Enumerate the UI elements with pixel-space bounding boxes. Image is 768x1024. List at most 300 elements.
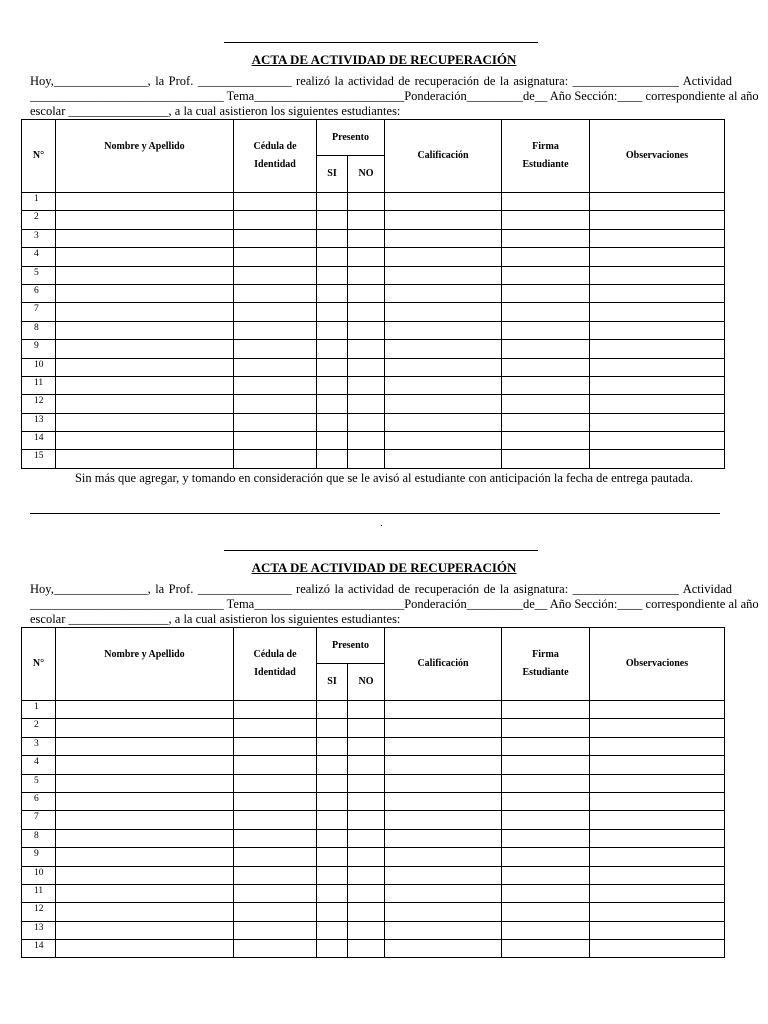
name-cell[interactable] — [56, 303, 234, 321]
firma-cell[interactable] — [502, 450, 590, 468]
si-cell[interactable] — [317, 229, 348, 247]
observaciones-cell[interactable] — [590, 940, 725, 958]
header-cedula-line2: Identidad — [254, 159, 296, 170]
calificacion-cell[interactable] — [385, 340, 502, 358]
firma-cell[interactable] — [502, 193, 590, 211]
no-cell[interactable] — [348, 376, 385, 394]
cedula-cell[interactable] — [234, 903, 317, 921]
row-number: 14 — [22, 940, 56, 958]
calificacion-cell[interactable] — [385, 701, 502, 719]
name-cell[interactable] — [56, 266, 234, 284]
observaciones-cell[interactable] — [590, 395, 725, 413]
header-cedula-line1: Cédula de — [253, 649, 297, 660]
no-cell[interactable] — [348, 756, 385, 774]
header-firma-line1: Firma — [532, 649, 559, 660]
row-number: 4 — [22, 756, 56, 774]
cedula-cell[interactable] — [234, 866, 317, 884]
row-number: 3 — [22, 737, 56, 755]
firma-cell[interactable] — [502, 211, 590, 229]
cedula-cell[interactable] — [234, 193, 317, 211]
cedula-cell[interactable] — [234, 266, 317, 284]
table-row — [22, 848, 725, 866]
table-row — [22, 884, 725, 902]
header-cedula — [234, 628, 317, 701]
calificacion-cell[interactable] — [385, 811, 502, 829]
name-cell[interactable] — [56, 940, 234, 958]
calificacion-cell[interactable] — [385, 884, 502, 902]
no-cell[interactable] — [348, 229, 385, 247]
firma-cell[interactable] — [502, 229, 590, 247]
calificacion-cell[interactable] — [385, 413, 502, 431]
cedula-cell[interactable] — [234, 303, 317, 321]
no-cell[interactable] — [348, 792, 385, 810]
firma-cell[interactable] — [502, 284, 590, 302]
cedula-cell[interactable] — [234, 211, 317, 229]
no-cell[interactable] — [348, 450, 385, 468]
row-number: 5 — [22, 774, 56, 792]
name-cell[interactable] — [56, 829, 234, 847]
table-row — [22, 940, 725, 958]
table-row — [22, 866, 725, 884]
si-cell[interactable] — [317, 284, 348, 302]
calificacion-cell[interactable] — [385, 193, 502, 211]
table-row — [22, 719, 725, 737]
signature-rule-top — [224, 550, 538, 551]
firma-cell[interactable] — [502, 303, 590, 321]
observaciones-cell[interactable] — [590, 719, 725, 737]
name-cell[interactable] — [56, 229, 234, 247]
table-row — [22, 811, 725, 829]
no-cell[interactable] — [348, 193, 385, 211]
cedula-cell[interactable] — [234, 811, 317, 829]
name-cell[interactable] — [56, 737, 234, 755]
calificacion-cell[interactable] — [385, 395, 502, 413]
si-cell[interactable] — [317, 193, 348, 211]
firma-cell[interactable] — [502, 701, 590, 719]
calificacion-cell[interactable] — [385, 737, 502, 755]
row-number: 5 — [22, 266, 56, 284]
si-cell[interactable] — [317, 248, 348, 266]
observaciones-cell[interactable] — [590, 358, 725, 376]
si-cell[interactable] — [317, 884, 348, 902]
row-number: 12 — [22, 395, 56, 413]
table-row — [22, 792, 725, 810]
si-cell[interactable] — [317, 340, 348, 358]
header-firma-line2: Estudiante — [522, 667, 569, 678]
name-cell[interactable] — [56, 284, 234, 302]
no-cell[interactable] — [348, 395, 385, 413]
row-number: 13 — [22, 413, 56, 431]
row-number: 8 — [22, 321, 56, 339]
header-number: N° — [22, 120, 56, 193]
name-cell[interactable] — [56, 193, 234, 211]
firma-cell[interactable] — [502, 921, 590, 939]
si-cell[interactable] — [317, 903, 348, 921]
si-cell[interactable] — [317, 848, 348, 866]
firma-cell[interactable] — [502, 432, 590, 450]
observaciones-cell[interactable] — [590, 450, 725, 468]
firma-cell[interactable] — [502, 321, 590, 339]
si-cell[interactable] — [317, 395, 348, 413]
si-cell[interactable] — [317, 792, 348, 810]
observaciones-cell[interactable] — [590, 432, 725, 450]
form-title: ACTA DE ACTIVIDAD DE RECUPERACIÓN — [251, 560, 517, 575]
firma-cell[interactable] — [502, 940, 590, 958]
cedula-cell[interactable] — [234, 940, 317, 958]
row-number: 13 — [22, 921, 56, 939]
name-cell[interactable] — [56, 774, 234, 792]
separator-dot: . — [380, 517, 383, 529]
no-cell[interactable] — [348, 358, 385, 376]
calificacion-cell[interactable] — [385, 756, 502, 774]
header-calificacion: Calificación — [385, 120, 502, 193]
calificacion-cell[interactable] — [385, 376, 502, 394]
calificacion-cell[interactable] — [385, 284, 502, 302]
form-title: ACTA DE ACTIVIDAD DE RECUPERACIÓN — [251, 52, 517, 67]
name-cell[interactable] — [56, 211, 234, 229]
row-number: 8 — [22, 829, 56, 847]
calificacion-cell[interactable] — [385, 792, 502, 810]
header-si: SI — [317, 156, 348, 193]
firma-cell[interactable] — [502, 719, 590, 737]
cedula-cell[interactable] — [234, 321, 317, 339]
firma-cell[interactable] — [502, 848, 590, 866]
firma-cell[interactable] — [502, 774, 590, 792]
intro-line-2: _______________________________ Tema________________________Ponderación_________de__ Año Sección:____ correspondiente al año — [30, 597, 759, 611]
calificacion-cell[interactable] — [385, 848, 502, 866]
observaciones-cell[interactable] — [590, 248, 725, 266]
no-cell[interactable] — [348, 848, 385, 866]
si-cell[interactable] — [317, 321, 348, 339]
observaciones-cell[interactable] — [590, 321, 725, 339]
cedula-cell[interactable] — [234, 701, 317, 719]
header-observaciones: Observaciones — [590, 120, 725, 193]
firma-cell[interactable] — [502, 829, 590, 847]
name-cell[interactable] — [56, 321, 234, 339]
si-cell[interactable] — [317, 719, 348, 737]
table-row — [22, 903, 725, 921]
observaciones-cell[interactable] — [590, 284, 725, 302]
attendance-table — [21, 119, 725, 469]
name-cell[interactable] — [56, 376, 234, 394]
header-name: Nombre y Apellido — [56, 628, 234, 701]
no-cell[interactable] — [348, 719, 385, 737]
cedula-cell[interactable] — [234, 719, 317, 737]
closing-statement: Sin más que agregar, y tomando en consideración que se le avisó al estudiante con anticipación la fecha de entrega pautada. — [74, 471, 693, 485]
firma-cell[interactable] — [502, 266, 590, 284]
si-cell[interactable] — [317, 756, 348, 774]
calificacion-cell[interactable] — [385, 940, 502, 958]
name-cell[interactable] — [56, 756, 234, 774]
calificacion-cell[interactable] — [385, 358, 502, 376]
header-firma — [502, 628, 590, 701]
calificacion-cell[interactable] — [385, 774, 502, 792]
cedula-cell[interactable] — [234, 756, 317, 774]
table-row — [22, 921, 725, 939]
cedula-cell[interactable] — [234, 395, 317, 413]
name-cell[interactable] — [56, 413, 234, 431]
calificacion-cell[interactable] — [385, 450, 502, 468]
name-cell[interactable] — [56, 248, 234, 266]
table-row — [22, 303, 725, 321]
table-row — [22, 211, 725, 229]
no-cell[interactable] — [348, 921, 385, 939]
table-row — [22, 701, 725, 719]
table-row — [22, 376, 725, 394]
cedula-cell[interactable] — [234, 848, 317, 866]
cedula-cell[interactable] — [234, 248, 317, 266]
name-cell[interactable] — [56, 792, 234, 810]
cedula-cell[interactable] — [234, 450, 317, 468]
row-number: 9 — [22, 848, 56, 866]
no-cell[interactable] — [348, 940, 385, 958]
name-cell[interactable] — [56, 450, 234, 468]
cedula-cell[interactable] — [234, 376, 317, 394]
intro-line-3: escolar ________________, a la cual asistieron los siguientes estudiantes: — [30, 104, 401, 118]
no-cell[interactable] — [348, 811, 385, 829]
header-name: Nombre y Apellido — [56, 120, 234, 193]
header-presento: Presento — [317, 120, 385, 156]
header-cedula — [234, 120, 317, 193]
intro-line-1: Hoy,_______________, la Prof. _______________ realizó la actividad de recuperación de la asignatura: _________________ Actividad — [30, 74, 732, 88]
table-row — [22, 229, 725, 247]
firma-cell[interactable] — [502, 756, 590, 774]
no-cell[interactable] — [348, 413, 385, 431]
firma-cell[interactable] — [502, 792, 590, 810]
name-cell[interactable] — [56, 432, 234, 450]
no-cell[interactable] — [348, 737, 385, 755]
si-cell[interactable] — [317, 921, 348, 939]
observaciones-cell[interactable] — [590, 193, 725, 211]
firma-cell[interactable] — [502, 737, 590, 755]
si-cell[interactable] — [317, 211, 348, 229]
table-row — [22, 395, 725, 413]
no-cell[interactable] — [348, 432, 385, 450]
cedula-cell[interactable] — [234, 413, 317, 431]
header-no: NO — [348, 664, 385, 701]
header-presento: Presento — [317, 628, 385, 664]
row-number: 7 — [22, 811, 56, 829]
row-number: 12 — [22, 903, 56, 921]
row-number: 3 — [22, 229, 56, 247]
si-cell[interactable] — [317, 450, 348, 468]
observaciones-cell[interactable] — [590, 848, 725, 866]
no-cell[interactable] — [348, 248, 385, 266]
cedula-cell[interactable] — [234, 229, 317, 247]
name-cell[interactable] — [56, 340, 234, 358]
name-cell[interactable] — [56, 921, 234, 939]
table-row — [22, 284, 725, 302]
observaciones-cell[interactable] — [590, 737, 725, 755]
no-cell[interactable] — [348, 903, 385, 921]
cedula-cell[interactable] — [234, 284, 317, 302]
cedula-cell[interactable] — [234, 921, 317, 939]
name-cell[interactable] — [56, 701, 234, 719]
table-row — [22, 450, 725, 468]
header-si: SI — [317, 664, 348, 701]
no-cell[interactable] — [348, 829, 385, 847]
observaciones-cell[interactable] — [590, 701, 725, 719]
observaciones-cell[interactable] — [590, 413, 725, 431]
si-cell[interactable] — [317, 432, 348, 450]
table-row — [22, 432, 725, 450]
si-cell[interactable] — [317, 866, 348, 884]
calificacion-cell[interactable] — [385, 248, 502, 266]
observaciones-cell[interactable] — [590, 921, 725, 939]
row-number: 2 — [22, 719, 56, 737]
header-cedula-line2: Identidad — [254, 667, 296, 678]
intro-line-2: _______________________________ Tema________________________Ponderación_________de__ Año Sección:____ correspondiente al año — [30, 89, 759, 103]
observaciones-cell[interactable] — [590, 756, 725, 774]
no-cell[interactable] — [348, 266, 385, 284]
firma-cell[interactable] — [502, 903, 590, 921]
calificacion-cell[interactable] — [385, 211, 502, 229]
row-number: 6 — [22, 284, 56, 302]
no-cell[interactable] — [348, 211, 385, 229]
table-row — [22, 358, 725, 376]
firma-cell[interactable] — [502, 884, 590, 902]
cedula-cell[interactable] — [234, 432, 317, 450]
observaciones-cell[interactable] — [590, 811, 725, 829]
calificacion-cell[interactable] — [385, 866, 502, 884]
signature-rule-top — [224, 42, 538, 43]
name-cell[interactable] — [56, 866, 234, 884]
observaciones-cell[interactable] — [590, 884, 725, 902]
row-number: 7 — [22, 303, 56, 321]
name-cell[interactable] — [56, 719, 234, 737]
cedula-cell[interactable] — [234, 737, 317, 755]
calificacion-cell[interactable] — [385, 719, 502, 737]
firma-cell[interactable] — [502, 340, 590, 358]
header-calificacion: Calificación — [385, 628, 502, 701]
no-cell[interactable] — [348, 774, 385, 792]
si-cell[interactable] — [317, 303, 348, 321]
table-row — [22, 193, 725, 211]
table-row — [22, 248, 725, 266]
si-cell[interactable] — [317, 774, 348, 792]
table-row — [22, 829, 725, 847]
no-cell[interactable] — [348, 340, 385, 358]
calificacion-cell[interactable] — [385, 229, 502, 247]
no-cell[interactable] — [348, 321, 385, 339]
header-firma — [502, 120, 590, 193]
header-no: NO — [348, 156, 385, 193]
calificacion-cell[interactable] — [385, 921, 502, 939]
observaciones-cell[interactable] — [590, 774, 725, 792]
header-firma-line2: Estudiante — [522, 159, 569, 170]
cedula-cell[interactable] — [234, 829, 317, 847]
row-number: 15 — [22, 450, 56, 468]
row-number: 1 — [22, 193, 56, 211]
row-number: 6 — [22, 792, 56, 810]
name-cell[interactable] — [56, 811, 234, 829]
calificacion-cell[interactable] — [385, 266, 502, 284]
observaciones-cell[interactable] — [590, 303, 725, 321]
name-cell[interactable] — [56, 395, 234, 413]
no-cell[interactable] — [348, 884, 385, 902]
si-cell[interactable] — [317, 413, 348, 431]
calificacion-cell[interactable] — [385, 432, 502, 450]
calificacion-cell[interactable] — [385, 829, 502, 847]
firma-cell[interactable] — [502, 866, 590, 884]
separator-line — [30, 513, 720, 514]
observaciones-cell[interactable] — [590, 211, 725, 229]
no-cell[interactable] — [348, 303, 385, 321]
firma-cell[interactable] — [502, 395, 590, 413]
cedula-cell[interactable] — [234, 792, 317, 810]
intro-line-1: Hoy,_______________, la Prof. _______________ realizó la actividad de recuperación de la asignatura: _________________ Actividad — [30, 582, 732, 596]
header-cedula-line1: Cédula de — [253, 141, 297, 152]
row-number: 10 — [22, 358, 56, 376]
observaciones-cell[interactable] — [590, 340, 725, 358]
firma-cell[interactable] — [502, 358, 590, 376]
si-cell[interactable] — [317, 811, 348, 829]
intro-line-3: escolar ________________, a la cual asistieron los siguientes estudiantes: — [30, 612, 401, 626]
observaciones-cell[interactable] — [590, 229, 725, 247]
cedula-cell[interactable] — [234, 340, 317, 358]
observaciones-cell[interactable] — [590, 376, 725, 394]
table-row — [22, 737, 725, 755]
si-cell[interactable] — [317, 376, 348, 394]
calificacion-cell[interactable] — [385, 321, 502, 339]
row-number: 2 — [22, 211, 56, 229]
name-cell[interactable] — [56, 884, 234, 902]
observaciones-cell[interactable] — [590, 903, 725, 921]
header-firma-line1: Firma — [532, 141, 559, 152]
si-cell[interactable] — [317, 737, 348, 755]
si-cell[interactable] — [317, 266, 348, 284]
calificacion-cell[interactable] — [385, 303, 502, 321]
firma-cell[interactable] — [502, 248, 590, 266]
header-number: N° — [22, 628, 56, 701]
row-number: 11 — [22, 884, 56, 902]
row-number: 10 — [22, 866, 56, 884]
observaciones-cell[interactable] — [590, 266, 725, 284]
cedula-cell[interactable] — [234, 884, 317, 902]
table-row — [22, 340, 725, 358]
row-number: 14 — [22, 432, 56, 450]
name-cell[interactable] — [56, 903, 234, 921]
si-cell[interactable] — [317, 701, 348, 719]
table-row — [22, 413, 725, 431]
observaciones-cell[interactable] — [590, 792, 725, 810]
firma-cell[interactable] — [502, 413, 590, 431]
no-cell[interactable] — [348, 284, 385, 302]
table-row — [22, 756, 725, 774]
no-cell[interactable] — [348, 701, 385, 719]
no-cell[interactable] — [348, 866, 385, 884]
si-cell[interactable] — [317, 358, 348, 376]
attendance-table — [21, 627, 725, 958]
row-number: 4 — [22, 248, 56, 266]
table-row — [22, 266, 725, 284]
row-number: 1 — [22, 701, 56, 719]
firma-cell[interactable] — [502, 376, 590, 394]
observaciones-cell[interactable] — [590, 866, 725, 884]
cedula-cell[interactable] — [234, 774, 317, 792]
name-cell[interactable] — [56, 358, 234, 376]
row-number: 11 — [22, 376, 56, 394]
calificacion-cell[interactable] — [385, 903, 502, 921]
observaciones-cell[interactable] — [590, 829, 725, 847]
si-cell[interactable] — [317, 829, 348, 847]
name-cell[interactable] — [56, 848, 234, 866]
cedula-cell[interactable] — [234, 358, 317, 376]
table-row — [22, 774, 725, 792]
firma-cell[interactable] — [502, 811, 590, 829]
si-cell[interactable] — [317, 940, 348, 958]
table-row — [22, 321, 725, 339]
